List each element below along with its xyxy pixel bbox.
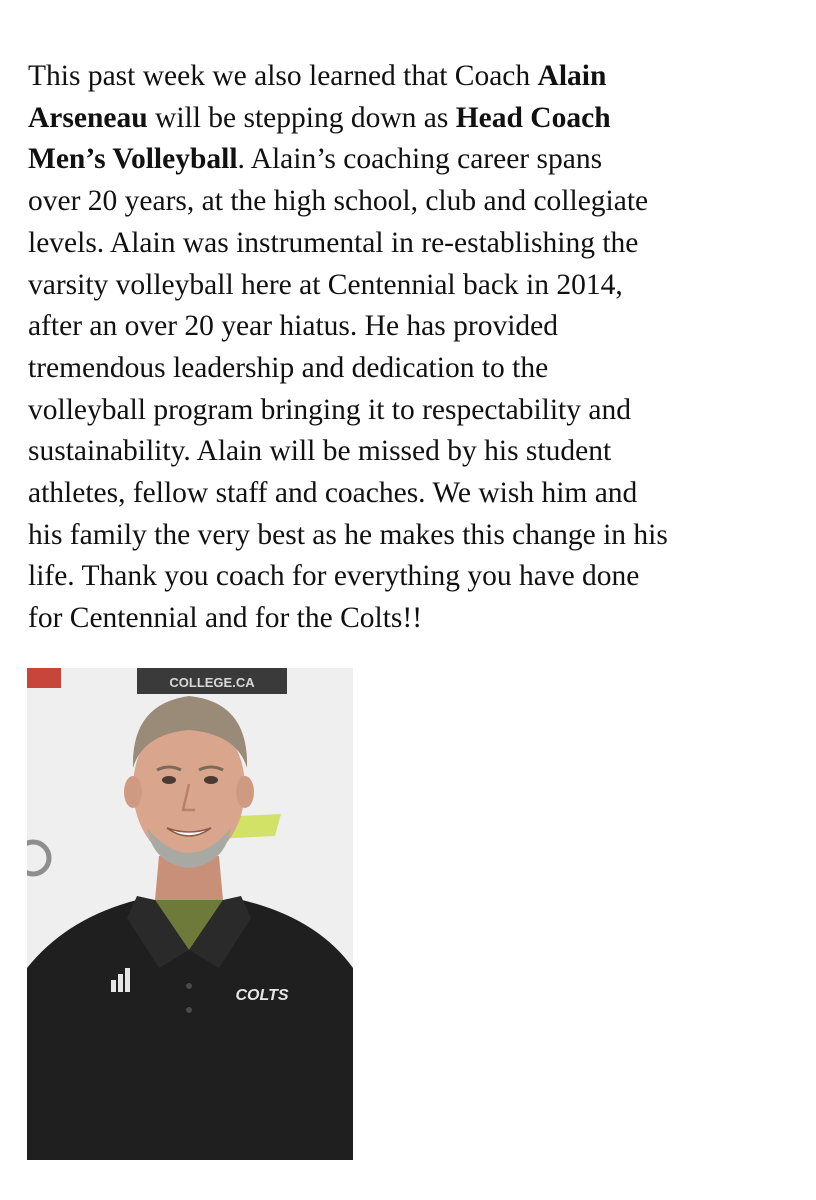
article-text: his family the very best as he makes this change in his: [28, 518, 668, 551]
article-line: [28, 181, 798, 223]
article-line: [28, 348, 798, 390]
coach-portrait-image: [27, 668, 353, 1160]
article-text: . Alain’s coaching career spans: [237, 143, 603, 176]
article-text: for Centennial and for the Colts!!: [28, 602, 423, 635]
article-line: [28, 265, 798, 307]
article-text: athletes, fellow staff and coaches. We wish him and: [28, 477, 638, 510]
article-text: volleyball program bringing it to respectability and: [28, 393, 631, 426]
article-bold-text: Arseneau: [28, 101, 148, 134]
article-text: tremendous leadership and dedication to the: [28, 351, 549, 384]
article-line: [28, 556, 798, 598]
backdrop-red-mark: [27, 668, 61, 688]
article-text: after an over 20 year hiatus. He has provided: [28, 310, 558, 343]
article-text: over 20 years, at the high school, club and collegiate: [28, 185, 649, 218]
article-line: [28, 515, 798, 557]
ear-right: [236, 776, 254, 808]
article-text: levels. Alain was instrumental in re-establishing the: [28, 226, 639, 259]
article-line: [28, 223, 798, 265]
article-bold-text: Men’s Volleyball: [28, 143, 238, 176]
article-line: [28, 473, 798, 515]
article-line: [28, 56, 798, 98]
article-bold-text: Head Coach: [455, 101, 611, 134]
article-text: sustainability. Alain will be missed by his student: [28, 435, 612, 468]
article-bold-text: Alain: [537, 60, 607, 92]
shirt-logo-text: COLTS: [235, 987, 289, 1004]
article-paragraph: [28, 56, 798, 640]
article-line: [28, 98, 798, 140]
eye-left: [162, 776, 176, 784]
article-text: will be stepping down as: [147, 101, 456, 134]
article-text: life. Thank you coach for everything you have done: [28, 560, 640, 593]
article-text: This past week we also learned that Coach: [28, 60, 538, 92]
coach-portrait-photo: [27, 668, 353, 1160]
ear-left: [124, 776, 142, 808]
article-line: [28, 139, 798, 181]
eye-right: [204, 776, 218, 784]
article-line: [28, 390, 798, 432]
article-text: varsity volleyball here at Centennial back in 2014,: [28, 268, 623, 301]
shirt-button: [186, 983, 192, 989]
article-line: [28, 306, 798, 348]
article-line: [28, 598, 798, 640]
shirt-button: [186, 1007, 192, 1013]
article-line: [28, 431, 798, 473]
backdrop-banner-text: COLLEGE.CA: [169, 675, 255, 690]
